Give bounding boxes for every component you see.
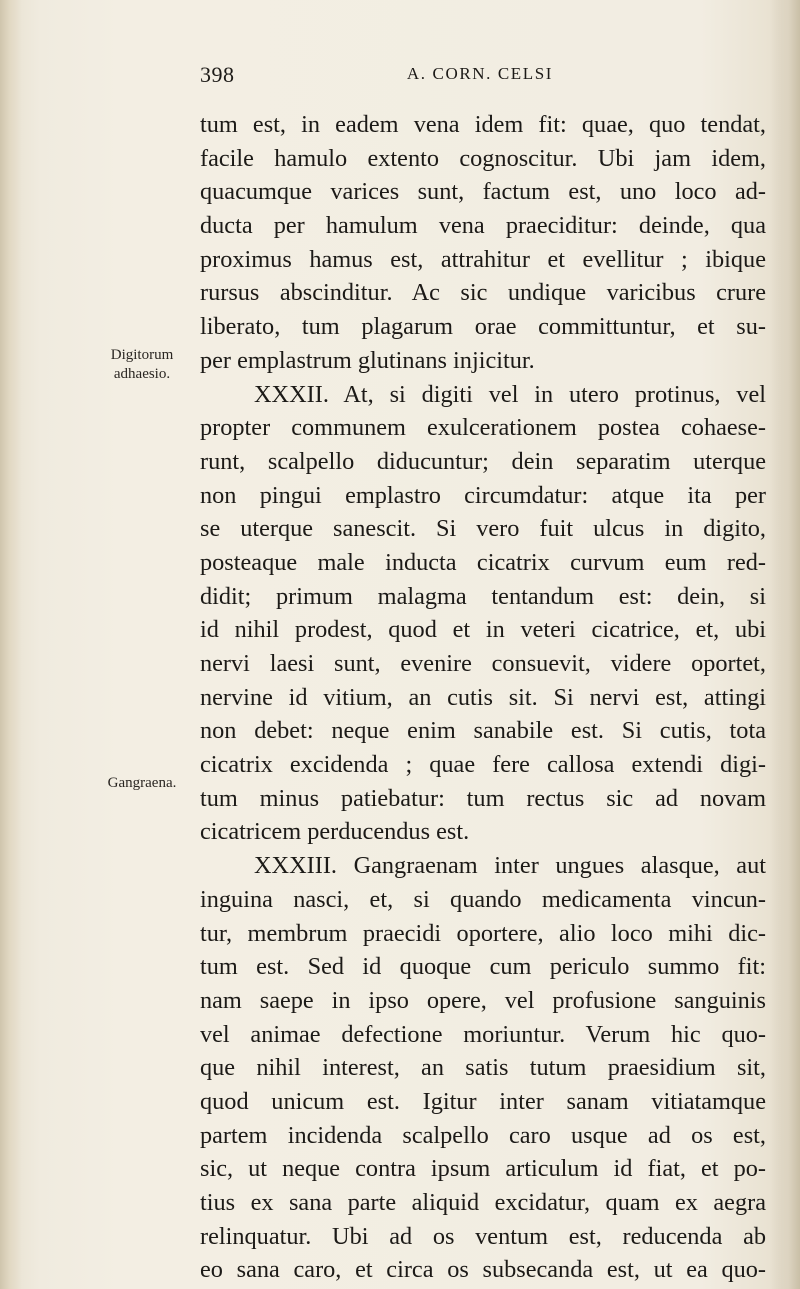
text-line: tius ex sana parte aliquid excidatur, quam ex aegra	[200, 1189, 766, 1216]
text-line: nervi laesi sunt, evenire consuevit, videre oportet,	[200, 650, 766, 677]
text-line: ducta per hamulum vena praeciditur: deinde, qua	[200, 212, 766, 240]
chapter-heading-line: XXXII. At, si digiti vel in utero protinus, vel	[254, 380, 766, 408]
text-line: runt, scalpello diducuntur; dein separatim uterque	[200, 447, 766, 475]
text-line: que nihil interest, an satis tutum praesidium sit,	[200, 1054, 766, 1082]
text-line: relinquatur. Ubi ad os ventum est, reducenda ab	[200, 1222, 766, 1250]
marginal-note-line: Digitorum	[110, 347, 174, 363]
text-line: proximus hamus est, attrahitur et evellitur ; ibique	[200, 245, 766, 273]
text-line: partem incidenda scalpello caro usque ad os est,	[200, 1121, 766, 1149]
chapter-heading-line: XXXIII. Gangraenam inter ungues alasque, aut	[254, 852, 766, 880]
text-line: facile hamulo extento cognoscitur. Ubi jam idem,	[200, 144, 766, 172]
page-header	[200, 62, 760, 88]
text-line: per emplastrum glutinans injicitur.	[200, 346, 535, 374]
text-line: id nihil prodest, quod et in veteri cicatrice, et, ubi	[200, 616, 766, 644]
text-line: tum est. Sed id quoque cum periculo summo fit:	[200, 953, 766, 981]
text-line: inguina nasci, et, si quando medicamenta vincun-	[200, 885, 766, 913]
text-line: non debet: neque enim sanabile est. Si cutis, tota	[200, 717, 766, 745]
text-line: cicatrix excidenda ; quae fere callosa extendi digi-	[200, 751, 766, 779]
body-text	[200, 108, 766, 1287]
text-line: quacumque varices sunt, factum est, uno loco ad-	[200, 178, 766, 206]
page-number: 398	[200, 62, 235, 87]
binding-shadow-left	[0, 0, 22, 1289]
text-line: nam saepe in ipso opere, vel profusione sanguinis	[200, 986, 766, 1014]
text-line: quod unicum est. Igitur inter sanam vitiatamque	[200, 1087, 766, 1115]
page-edge-right	[770, 0, 800, 1289]
text-line: liberato, tum plagarum orae committuntur, et su-	[200, 313, 766, 341]
marginal-note-gangraena	[90, 774, 194, 793]
text-line: didit; primum malagma tentandum est: dein, si	[200, 582, 766, 610]
marginal-note-digitorum	[90, 346, 194, 384]
text-line: cicatricem perducendus est.	[200, 818, 470, 846]
text-line: vel animae defectione moriuntur. Verum hic quo-	[200, 1020, 766, 1048]
running-head: A. CORN. CELSI	[406, 64, 554, 83]
text-line: rursus abscinditur. Ac sic undique varicibus crure	[200, 279, 766, 307]
text-line: nervine id vitium, an cutis sit. Si nervi est, attingi	[200, 683, 766, 711]
text-line: propter communem exulcerationem postea cohaese-	[200, 414, 766, 442]
marginal-note-line: adhaesio.	[113, 366, 171, 382]
text-line: tur, membrum praecidi oportere, alio loco mihi dic-	[200, 919, 766, 947]
text-line: non pingui emplastro circumdatur: atque ita per	[200, 481, 766, 509]
text-line: eo sana caro, et circa os subsecanda est, ut ea quo-	[200, 1256, 766, 1284]
text-line: se uterque sanescit. Si vero fuit ulcus in digito,	[200, 515, 766, 543]
text-line: sic, ut neque contra ipsum articulum id fiat, et po-	[200, 1155, 766, 1183]
text-line: posteaque male inducta cicatrix curvum eum red-	[200, 548, 766, 576]
text-line: tum minus patiebatur: tum rectus sic ad novam	[200, 784, 766, 812]
text-line: tum est, in eadem vena idem fit: quae, quo tendat,	[200, 111, 766, 138]
marginal-note-line: Gangraena.	[107, 775, 177, 791]
